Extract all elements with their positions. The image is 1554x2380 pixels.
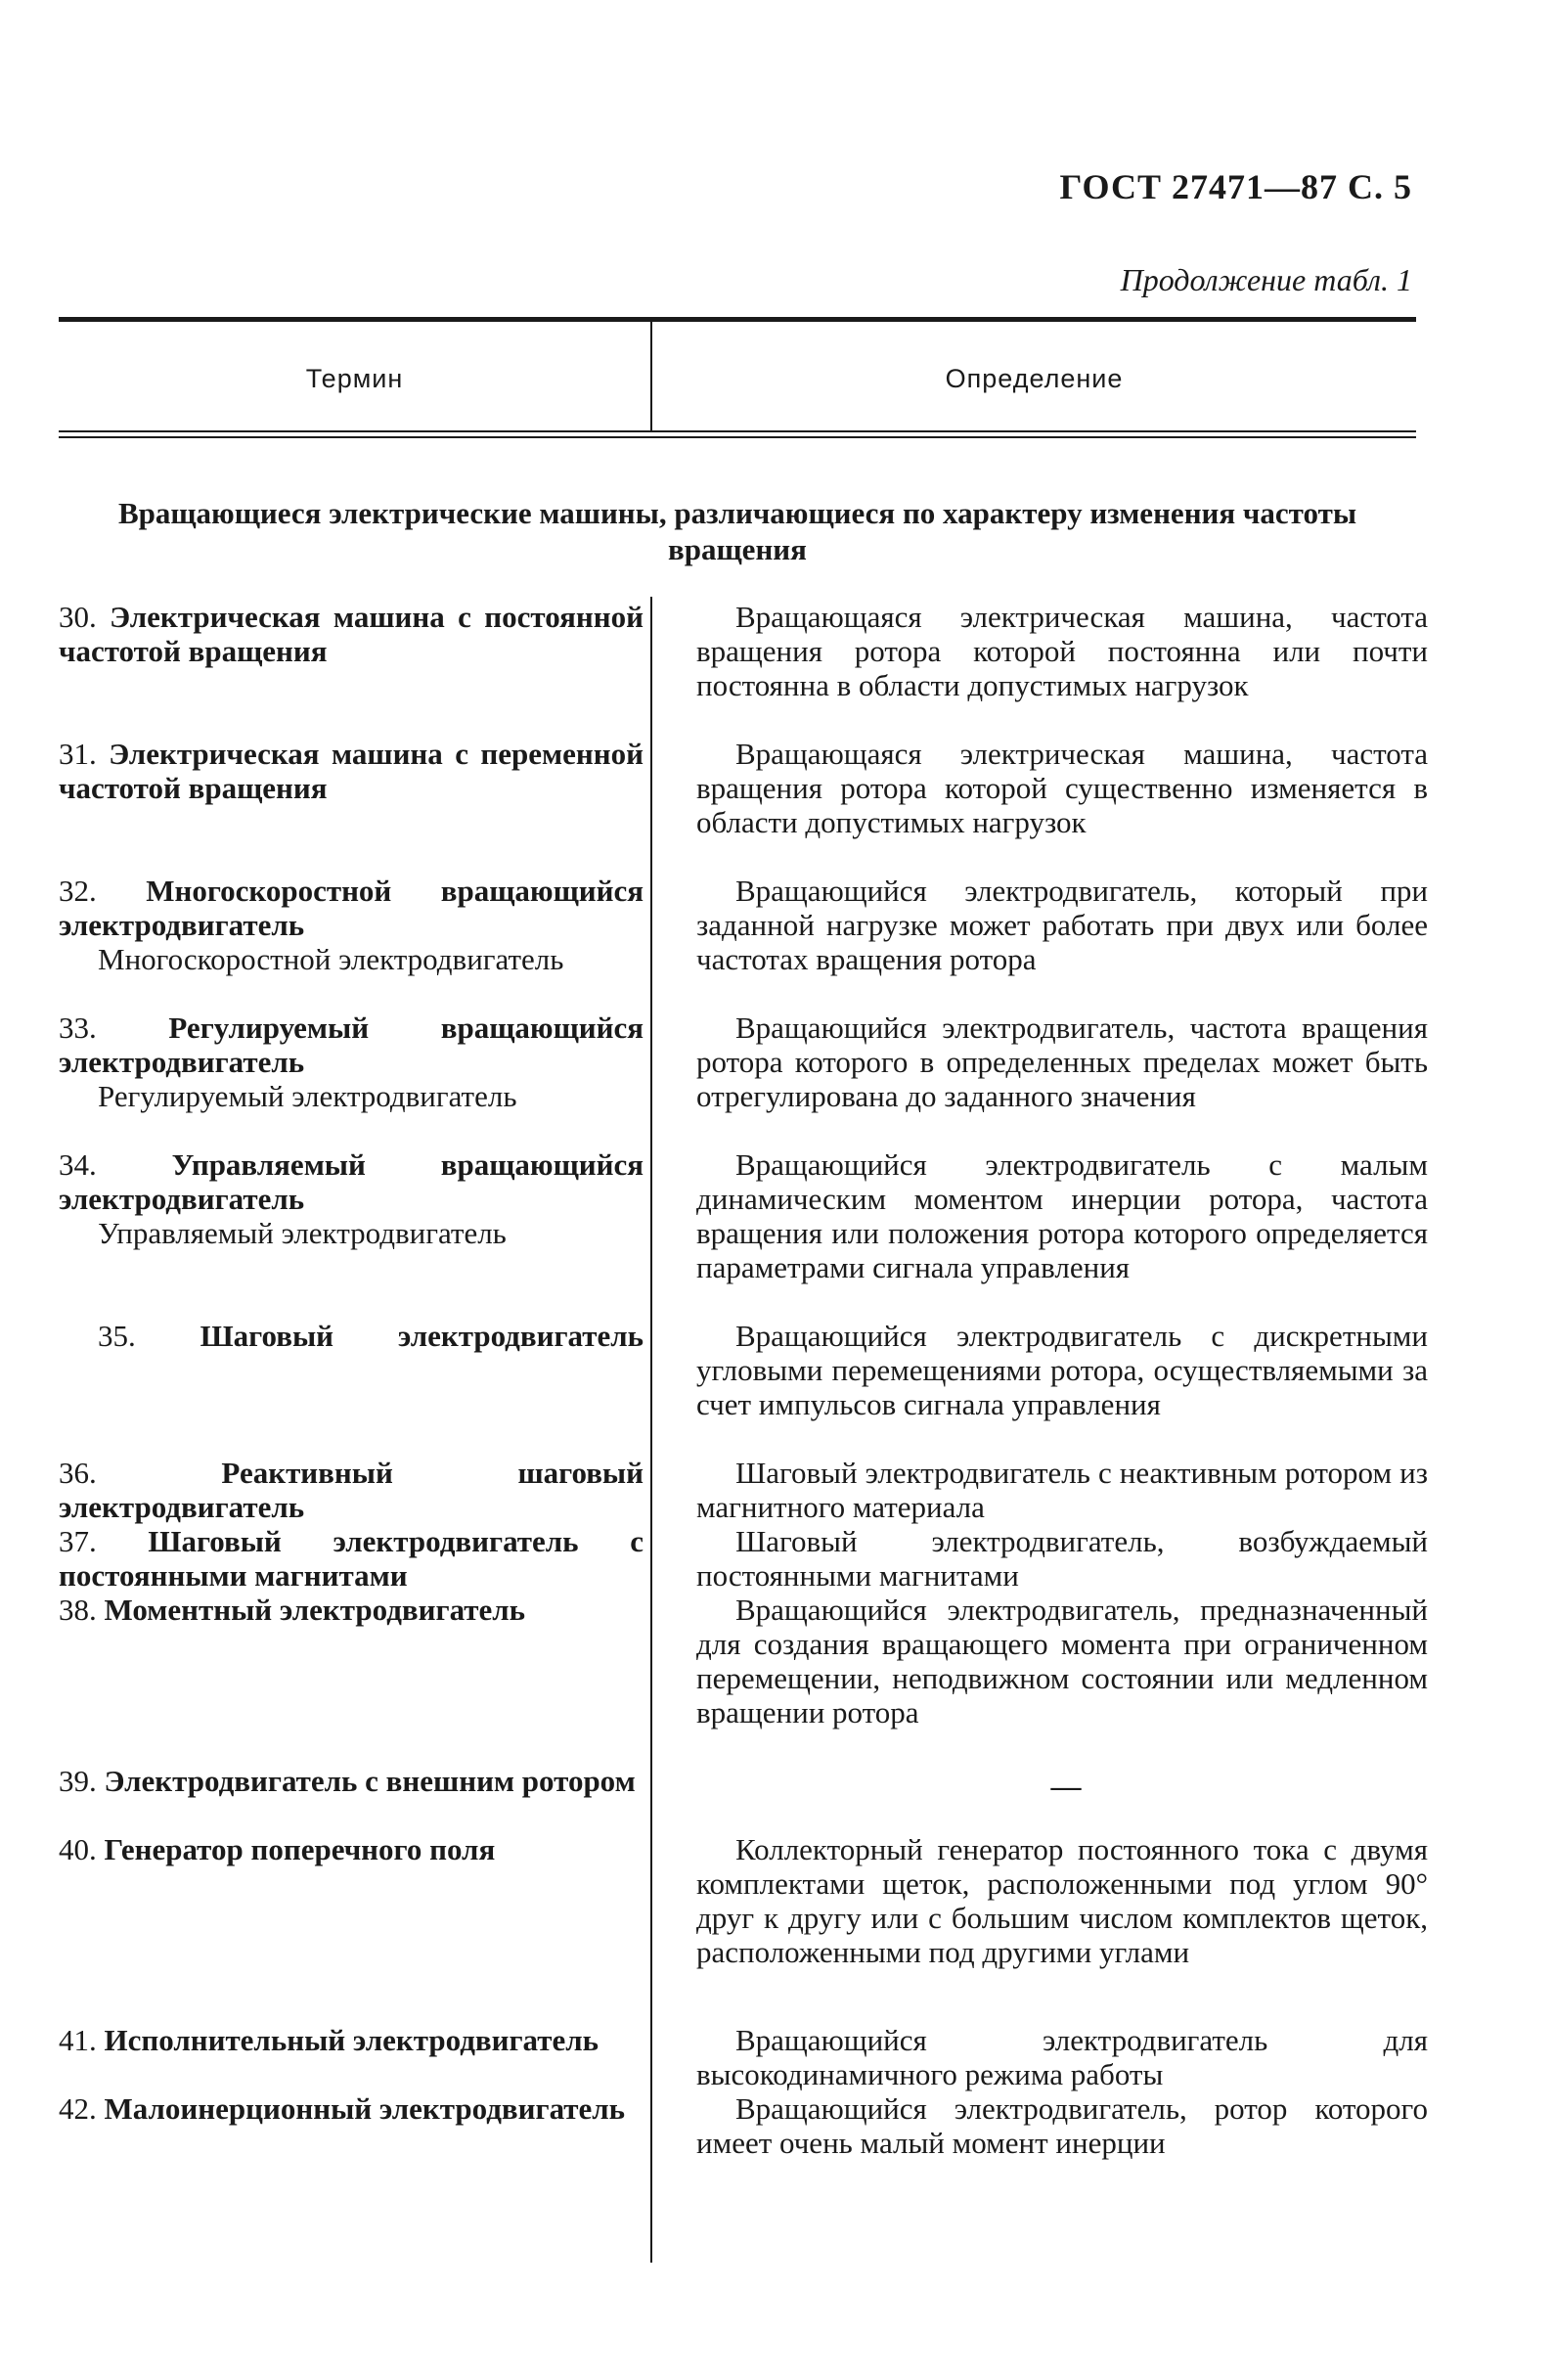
term-34	[59, 1147, 644, 1216]
definition-40: Коллекторный генератор постоянного тока с двумя комплектами щеток, расположенными под углом 90° друг к другу или с большим числом комплектов щеток, расположенными под другими углами	[696, 1832, 1428, 1969]
section-title: Вращающиеся электрические машины, различающиеся по характеру изменения частоты вращения	[117, 496, 1357, 566]
term-number: 35.	[98, 1319, 136, 1353]
term-number: 37.	[59, 1524, 97, 1558]
definition-34: Вращающийся электродвигатель с малым динамическим моментом инерции ротора, частота вращения или положения ротора которого определяется параметрами сигнала управления	[696, 1147, 1428, 1284]
term-number: 34.	[59, 1147, 97, 1182]
term-name: Многоскоростной вращающийся электродвигатель	[59, 874, 644, 942]
term-32-short-form: Многоскоростной электродвигатель	[98, 942, 564, 976]
header-column-divider	[650, 322, 652, 430]
definition-39-dash: —	[1050, 1769, 1082, 1803]
term-30	[59, 600, 644, 668]
term-number: 41.	[59, 2023, 97, 2057]
term-name: Электродвигатель с внешним ротором	[104, 1764, 636, 1798]
term-35	[59, 1319, 644, 1353]
term-number: 40.	[59, 1832, 97, 1866]
term-number: 42.	[59, 2091, 97, 2126]
header-rule-2	[59, 436, 1416, 438]
term-number: 32.	[59, 874, 97, 908]
standard-header: ГОСТ 27471—87 С. 5	[1059, 167, 1412, 206]
term-name: Электрическая машина с переменной частотой вращения	[59, 737, 644, 805]
definition-33: Вращающийся электродвигатель, частота вращения ротора которого в определенных пределах может быть отрегулирована до заданного значения	[696, 1010, 1428, 1113]
definition-36: Шаговый электродвигатель с неактивным ротором из магнитного материала	[696, 1456, 1428, 1524]
term-41	[59, 2023, 644, 2057]
table-continuation-label: Продолжение табл. 1	[1120, 262, 1412, 297]
term-name: Регулируемый вращающийся электродвигатель	[59, 1010, 644, 1079]
column-header-definition: Определение	[945, 364, 1124, 393]
definition-31: Вращающаяся электрическая машина, частота вращения ротора которой существенно изменяется в области допустимых нагрузок	[696, 737, 1428, 839]
term-number: 38.	[59, 1593, 97, 1627]
term-32	[59, 874, 644, 942]
definition-41: Вращающийся электродвигатель для высокодинамичного режима работы	[696, 2023, 1428, 2091]
term-name: Электрическая машина с постоянной частотой вращения	[59, 600, 644, 668]
term-number: 30.	[59, 600, 97, 634]
term-33	[59, 1010, 644, 1079]
term-name: Шаговый электродвигатель	[200, 1319, 644, 1353]
definition-32: Вращающийся электродвигатель, который при заданной нагрузке может работать при двух или более частотах вращения ротора	[696, 874, 1428, 976]
term-42	[59, 2091, 644, 2126]
term-31	[59, 737, 644, 805]
header-rule-1	[59, 430, 1416, 432]
term-34-short-form: Управляемый электродвигатель	[98, 1216, 507, 1250]
definition-37: Шаговый электродвигатель, возбуждаемый постоянными магнитами	[696, 1524, 1428, 1593]
term-name: Генератор поперечного поля	[104, 1832, 496, 1866]
term-37	[59, 1524, 644, 1593]
definition-38: Вращающийся электродвигатель, предназначенный для создания вращающего момента при ограниченном перемещении, неподвижном состоянии или медленном вращении ротора	[696, 1593, 1428, 1729]
term-name: Моментный электродвигатель	[104, 1593, 526, 1627]
term-name: Реактивный шаговый электродвигатель	[59, 1456, 644, 1524]
definition-42: Вращающийся электродвигатель, ротор которого имеет очень малый момент инерции	[696, 2091, 1428, 2160]
body-column-divider	[650, 597, 652, 2263]
term-name: Шаговый электродвигатель с постоянными магнитами	[59, 1524, 644, 1593]
term-40	[59, 1832, 644, 1866]
term-33-short-form: Регулируемый электродвигатель	[98, 1079, 517, 1113]
term-38	[59, 1593, 644, 1627]
term-number: 33.	[59, 1010, 97, 1045]
definition-30: Вращающаяся электрическая машина, частота вращения ротора которой постоянна или почти постоянна в области допустимых нагрузок	[696, 600, 1428, 702]
term-number: 39.	[59, 1764, 97, 1798]
table-top-rule	[59, 317, 1416, 322]
term-name: Управляемый вращающийся электродвигатель	[59, 1147, 644, 1216]
term-36	[59, 1456, 644, 1524]
column-header-term: Термин	[305, 364, 404, 393]
definition-35: Вращающийся электродвигатель с дискретными угловыми перемещениями ротора, осуществляемыми за счет импульсов сигнала управления	[696, 1319, 1428, 1421]
term-name: Малоинерционный электродвигатель	[104, 2091, 626, 2126]
term-number: 36.	[59, 1456, 97, 1490]
term-name: Исполнительный электродвигатель	[104, 2023, 599, 2057]
term-39	[59, 1764, 644, 1798]
term-number: 31.	[59, 737, 97, 771]
